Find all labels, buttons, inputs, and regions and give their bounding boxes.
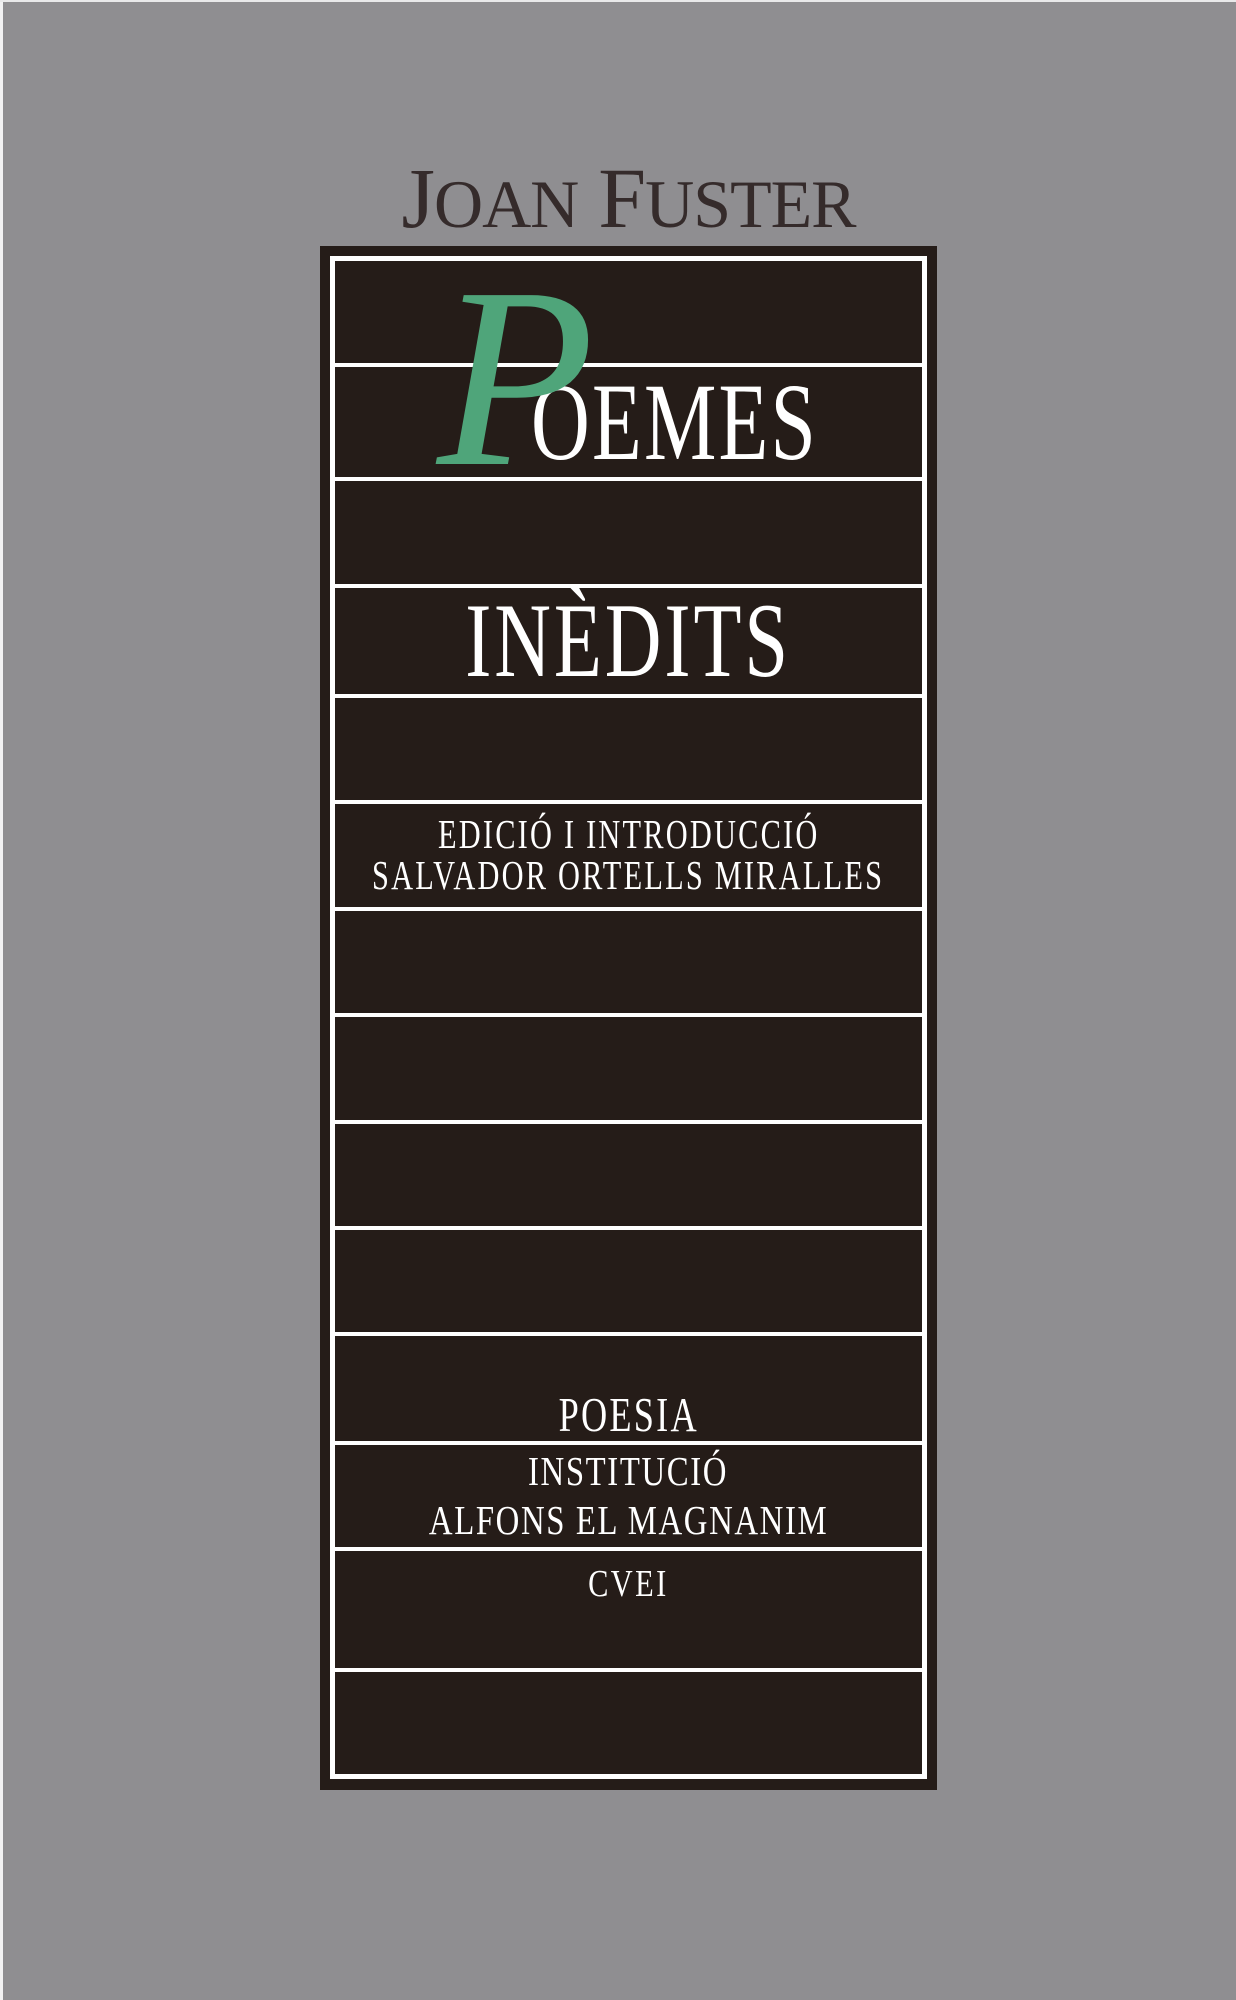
edition-note <box>282 811 974 899</box>
scan-edge-top <box>0 0 1236 2</box>
book-title-rest: OEMES <box>531 361 818 484</box>
grid-row-5 <box>335 694 922 800</box>
publisher-acronym: CVEI <box>588 1563 669 1606</box>
scan-edge-left <box>0 0 3 2000</box>
publisher-name <box>379 1448 878 1543</box>
grid-row-1 <box>335 261 922 363</box>
cover-panel-inner-frame <box>330 256 927 1779</box>
publisher-line1: INSTITUCIÓ <box>528 1448 729 1494</box>
grid-row-8 <box>335 1013 922 1119</box>
grid-row-3 <box>335 477 922 583</box>
grid-row-2-title <box>335 361 922 484</box>
author-word1-rest: OAN <box>433 166 579 242</box>
grid-row-9 <box>335 1120 922 1226</box>
grid-row-13-acronym <box>335 1547 922 1667</box>
grid-row-7 <box>335 907 922 1013</box>
publisher-line2: ALFONS EL MAGNANIM <box>428 1497 829 1543</box>
book-title-initial: P <box>437 234 595 520</box>
grid-row-11-collection <box>335 1332 922 1440</box>
edition-line2: SALVADOR ORTELLS MIRALLES <box>372 852 885 899</box>
grid-row-10 <box>335 1226 922 1332</box>
book-subtitle: INÈDITS <box>465 581 792 699</box>
grid-row-6-edition <box>335 800 922 906</box>
edition-line1: EDICIÓ I INTRODUCCIÓ <box>437 811 820 858</box>
author-word1-initial: J <box>401 150 434 246</box>
grid-row-12-publisher <box>335 1441 922 1547</box>
grid-row-4-subtitle <box>335 581 922 699</box>
author-word2-initial: F <box>598 150 646 246</box>
author-name <box>320 150 937 246</box>
cover-panel <box>320 234 937 1790</box>
author-word2-rest: USTER <box>645 166 856 242</box>
collection-name: POESIA <box>558 1386 699 1442</box>
grid-row-14 <box>335 1668 922 1774</box>
